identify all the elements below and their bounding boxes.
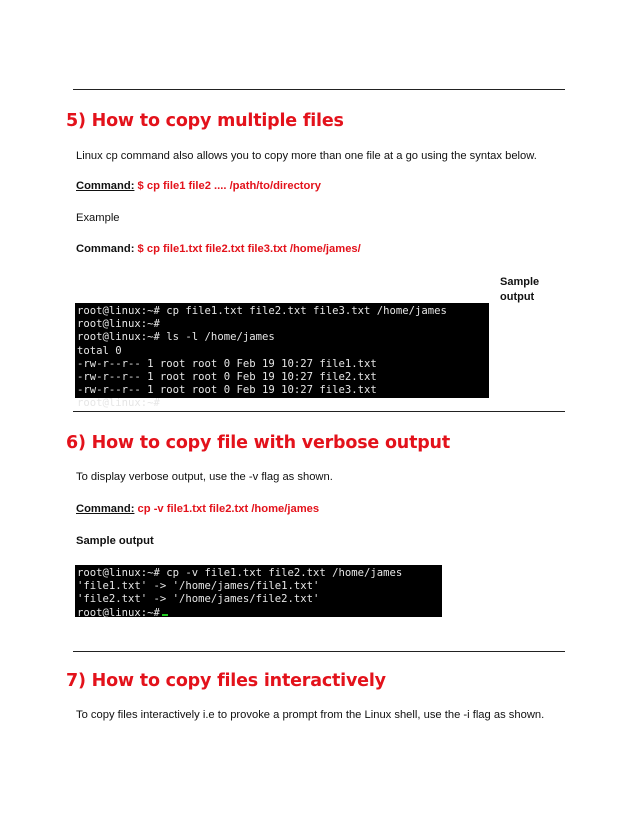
syntax-value: $ cp file1 file2 .... /path/to/directory: [137, 180, 321, 192]
terminal-line: 'file1.txt' -> '/home/james/file1.txt': [77, 580, 320, 593]
syntax-label: Command:: [76, 180, 135, 192]
terminal-line: [77, 607, 442, 620]
example-label: Example: [76, 212, 120, 224]
section-divider: [73, 411, 565, 412]
section-5-heading: 5) How to copy multiple files: [66, 111, 344, 131]
command-value: cp -v file1.txt file2.txt /home/james: [137, 503, 320, 515]
sample-label-line2: output: [500, 291, 535, 303]
terminal-line: root@linux:~#: [77, 397, 160, 410]
section-5-intro: Linux cp command also allows you to copy more than one file at a go using the syntax below.: [76, 150, 537, 162]
terminal-screenshot-verbose: [75, 565, 442, 617]
section-6-intro: To display verbose output, use the -v flag as shown.: [76, 471, 333, 483]
terminal-line: root@linux:~#: [77, 318, 160, 331]
sample-label-line1: Sample: [500, 276, 540, 288]
command-label: Command:: [76, 243, 135, 255]
terminal-screenshot-ls: [75, 303, 489, 410]
sample-output-label: [500, 275, 560, 305]
command-label: Command:: [76, 503, 135, 515]
section-5-command: [76, 243, 361, 255]
terminal-line: root@linux:~# cp file1.txt file2.txt file3.txt /home/james: [77, 305, 447, 317]
terminal-prompt: root@linux:~#: [77, 606, 160, 619]
sample-output-label: Sample output: [76, 535, 154, 547]
section-6-heading: 6) How to copy file with verbose output: [66, 433, 450, 453]
cursor-icon: [162, 614, 168, 616]
terminal-line: root@linux:~# ls -l /home/james: [77, 331, 275, 344]
terminal-line: -rw-r--r-- 1 root root 0 Feb 19 10:27 file3.txt: [77, 384, 377, 397]
terminal-line: total 0: [77, 344, 122, 357]
section-divider: [73, 89, 565, 90]
terminal-line: -rw-r--r-- 1 root root 0 Feb 19 10:27 file1.txt: [77, 357, 377, 370]
section-7-intro: To copy files interactively i.e to provoke a prompt from the Linux shell, use the -i flag as shown.: [76, 709, 545, 721]
terminal-line: root@linux:~# cp -v file1.txt file2.txt /home/james: [77, 567, 403, 579]
command-value: $ cp file1.txt file2.txt file3.txt /home/james/: [137, 243, 361, 255]
section-5-syntax: [76, 180, 321, 192]
section-7-heading: 7) How to copy files interactively: [66, 671, 386, 691]
section-divider: [73, 651, 565, 652]
section-6-command: [76, 503, 319, 515]
terminal-line: 'file2.txt' -> '/home/james/file2.txt': [77, 593, 320, 606]
terminal-line: -rw-r--r-- 1 root root 0 Feb 19 10:27 file2.txt: [77, 370, 377, 383]
